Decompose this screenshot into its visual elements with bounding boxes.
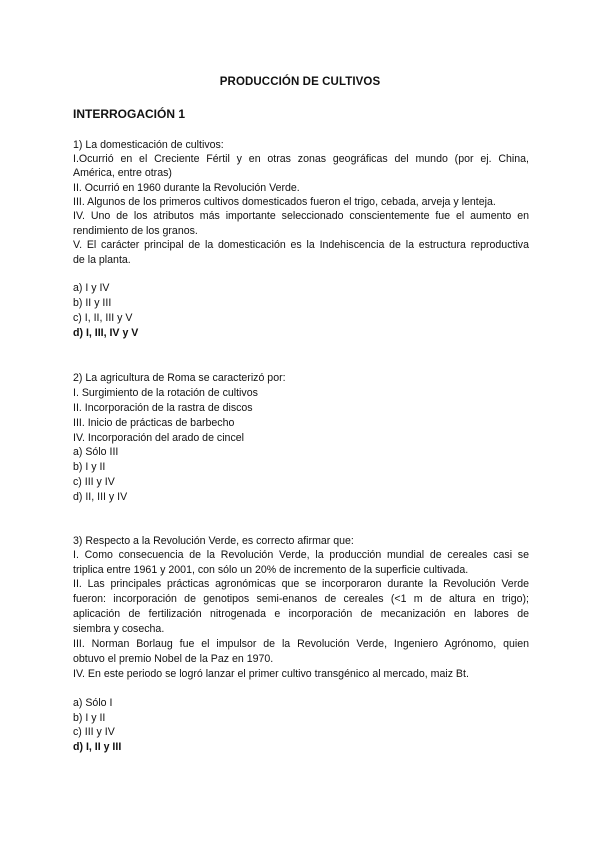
q3-statement-iv: IV. En este periodo se logró lanzar el primer cultivo transgénico al mercado, maiz Bt. [73, 668, 469, 680]
q1-statement-i: I.Ocurrió en el Creciente Fértil y en otras zonas geográficas del mundo (por ej. China, [73, 153, 529, 165]
question-2-prompt: 2) La agricultura de Roma se caracterizó por: [73, 372, 286, 384]
q1-statement-i-cont: América, entre otras) [73, 167, 172, 179]
q3-option-d-correct: d) I, II y III [73, 741, 122, 753]
q1-statement-iv: IV. Uno de los atributos más importante seleccionado conscientemente fue el aumento en [73, 210, 529, 222]
q3-statement-iii-cont: obtuvo el premio Nobel de la Paz en 1970. [73, 653, 274, 665]
q3-statement-i: I. Como consecuencia de la Revolución Verde, la producción mundial de cereales casi se [73, 549, 529, 561]
q1-option-d-correct: d) I, III, IV y V [73, 327, 139, 339]
q2-option-c: c) III y IV [73, 476, 115, 488]
q3-statement-ii-cont2: aplicación de fertilización nitrogenada e incorporación de mecanización en labores de [73, 608, 529, 620]
q3-statement-ii: II. Las principales prácticas agronómicas que se incorporaron durante la Revolución Verde [73, 578, 529, 590]
q3-statement-ii-cont3: siembra y cosecha. [73, 623, 165, 635]
q1-option-c: c) I, II, III y V [73, 312, 133, 324]
q3-option-a: a) Sólo I [73, 697, 113, 709]
q1-statement-iv-cont: rendimiento de los granos. [73, 225, 198, 237]
q3-statement-i-cont: triplica entre 1961 y 2001, con sólo un 20% de incremento de la superficie cultivada. [73, 564, 469, 576]
q3-statement-iii: III. Norman Borlaug fue el impulsor de la Revolución Verde, Ingeniero Agrónomo, quien [73, 638, 529, 650]
q2-statement-iv: IV. Incorporación del arado de cincel [73, 432, 244, 444]
q1-option-a: a) I y IV [73, 282, 110, 294]
document-title: PRODUCCIÓN DE CULTIVOS [219, 76, 381, 88]
q1-statement-iii: III. Algunos de los primeros cultivos domesticados fueron el trigo, cebada, arveja y lenteja. [73, 196, 496, 208]
q2-statement-i: I. Surgimiento de la rotación de cultivos [73, 387, 258, 399]
q1-option-b: b) II y III [73, 297, 112, 309]
question-3-prompt: 3) Respecto a la Revolución Verde, es correcto afirmar que: [73, 535, 354, 547]
q3-option-b: b) I y II [73, 712, 106, 724]
q2-statement-iii: III. Inicio de prácticas de barbecho [73, 417, 235, 429]
q2-statement-ii: II. Incorporación de la rastra de discos [73, 402, 253, 414]
q3-statement-ii-cont1: fueron: incorporación de genotipos semi-enanos de cereales (<1 m de altura en trigo); [73, 593, 529, 605]
q1-statement-v-cont: de la planta. [73, 254, 131, 266]
q2-option-b: b) I y II [73, 461, 106, 473]
q3-option-c: c) III y IV [73, 726, 115, 738]
section-heading: INTERROGACIÓN 1 [73, 107, 186, 121]
q1-statement-ii: II. Ocurrió en 1960 durante la Revolución Verde. [73, 182, 300, 194]
q1-statement-v: V. El carácter principal de la domesticación es la Indehiscencia de la estructura reproductiva [73, 239, 529, 251]
question-1-prompt: 1) La domesticación de cultivos: [73, 139, 224, 151]
q2-option-d: d) II, III y IV [73, 491, 128, 503]
q2-option-a: a) Sólo III [73, 446, 119, 458]
